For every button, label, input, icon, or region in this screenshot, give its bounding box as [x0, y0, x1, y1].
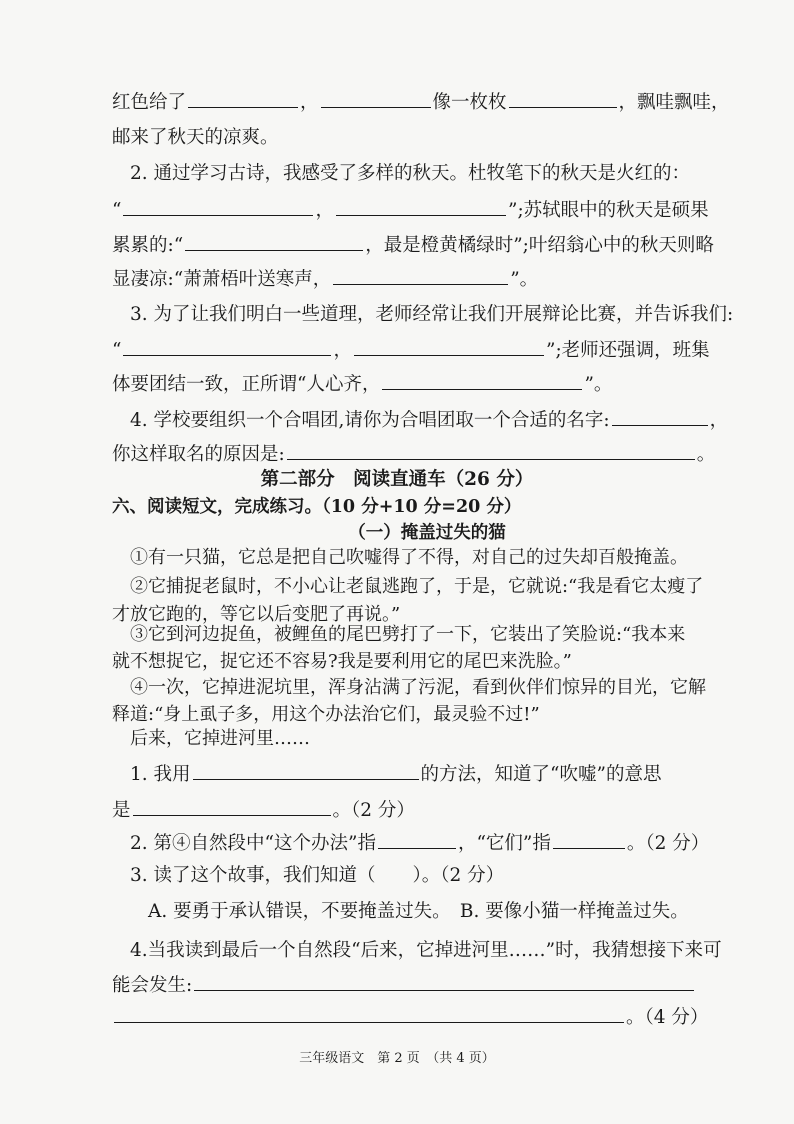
section-6-heading: 六、阅读短文，完成练习。（10 分+10 分=20 分）: [112, 497, 522, 517]
answer-blank[interactable]: [333, 266, 508, 285]
reading-question-2: [130, 830, 709, 856]
answer-blank[interactable]: [382, 371, 582, 390]
answer-blank[interactable]: [612, 407, 708, 426]
story-paragraph-5: 后来，它掉进河里……: [130, 728, 310, 749]
text: 2. 第④自然段中“这个办法”指: [130, 833, 376, 854]
text: 。: [696, 444, 716, 465]
text: 的方法，知道了“吹嘘”的意思: [420, 764, 662, 785]
story-paragraph-1: ①有一只猫，它总是把自己吹嘘得了不得，对自己的过失却百般掩盖。: [130, 547, 688, 568]
question-3-line2: [112, 337, 710, 363]
story-paragraph-2: ②它捕捉老鼠时，不小心让老鼠逃跑了，于是，它就说:“我是看它太瘦了: [130, 576, 704, 597]
line-autumn-red: [112, 89, 730, 115]
text: “: [112, 200, 122, 221]
text: ，最是橙黄橘绿时”;叶绍翁心中的秋天则略: [365, 235, 714, 256]
answer-blank[interactable]: [133, 797, 331, 816]
text: 。（2 分）: [626, 833, 710, 854]
reading-question-4-line2: [112, 972, 696, 998]
question-4-line1: [130, 407, 728, 433]
story-paragraph-3: ③它到河边捉鱼，被鲤鱼的尾巴劈打了一下，它装出了笑脸说:“我本来: [130, 624, 686, 645]
story-title: （一）掩盖过失的猫: [348, 523, 506, 543]
text: 显凄凉:“萧萧梧叶送寒声，: [112, 269, 332, 290]
answer-blank[interactable]: [321, 89, 431, 108]
text: 像一枚枚: [432, 92, 507, 113]
question-3-line3: [112, 371, 612, 397]
text: 是: [112, 800, 131, 821]
answer-blank[interactable]: [553, 830, 625, 849]
page-footer: 三年级语文 第 2 页 （共 4 页）: [299, 1051, 495, 1066]
answer-blank[interactable]: [378, 830, 456, 849]
reading-question-4-line3: [112, 1004, 708, 1030]
text: “: [112, 340, 122, 361]
answer-blank[interactable]: [114, 1004, 624, 1023]
story-paragraph-3-cont: 就不想捉它，捉它还不容易?我是要利用它的尾巴来洗脸。”: [112, 651, 572, 672]
text: 你这样取名的原因是:: [112, 444, 285, 465]
answer-blank[interactable]: [354, 337, 544, 356]
text: 红色给了: [112, 92, 187, 113]
question-4-line2: [112, 441, 715, 467]
answer-blank[interactable]: [123, 197, 313, 216]
text: 。（2 分）: [332, 800, 415, 821]
text: 能会发生:: [112, 975, 193, 996]
answer-blank[interactable]: [185, 232, 363, 251]
reading-question-3: 3. 读了这个故事，我们知道（ ）。（2 分）: [130, 865, 505, 886]
text: ，“它们”指: [457, 833, 551, 854]
text: ”;苏轼眼中的秋天是硕果: [507, 200, 709, 221]
answer-blank[interactable]: [123, 337, 331, 356]
story-paragraph-2-cont: 才放它跑的，等它以后变肥了再说。”: [112, 604, 401, 625]
reading-question-3-options[interactable]: A. 要勇于承认错误，不要掩盖过失。 B. 要像小猫一样掩盖过失。: [148, 901, 689, 922]
text: ”。: [584, 374, 613, 395]
text: 1. 我用: [130, 764, 191, 785]
text: ”。: [510, 269, 539, 290]
text: ，飘哇飘哇，: [618, 92, 730, 113]
reading-question-1: [130, 761, 661, 787]
question-2-line4: [112, 266, 538, 292]
question-2-intro: 2. 通过学习古诗，我感受了多样的秋天。杜牧笔下的秋天是火红的：: [130, 163, 691, 184]
question-2-line3: [112, 232, 714, 258]
answer-blank[interactable]: [188, 89, 298, 108]
text: 。（4 分）: [626, 1007, 709, 1028]
answer-blank[interactable]: [336, 197, 506, 216]
text: 体要团结一致，正所谓“人心齐，: [112, 374, 381, 395]
story-paragraph-4-cont: 释道:“身上虱子多，用这个办法治它们，最灵验不过!”: [112, 704, 540, 725]
answer-blank[interactable]: [509, 89, 617, 108]
text: ，: [333, 340, 352, 361]
part-2-title: 第二部分 阅读直通车（26 分）: [260, 469, 534, 490]
reading-question-4: 4.当我读到最后一个自然段“后来，它掉进河里……”时，我猜想接下来可: [130, 940, 722, 961]
line-autumn-cool: 邮来了秋天的凉爽。: [112, 127, 279, 148]
answer-blank[interactable]: [194, 972, 694, 991]
text: 4. 学校要组织一个合唱团,请你为合唱团取一个合适的名字:: [130, 410, 610, 431]
text: ，: [709, 410, 729, 431]
question-2-line2: [112, 197, 709, 223]
answer-blank[interactable]: [193, 761, 419, 780]
answer-blank[interactable]: [287, 441, 695, 460]
question-3-intro: 3. 为了让我们明白一些道理，老师经常让我们开展辩论比赛，并告诉我们:: [130, 304, 734, 325]
text: 累累的:“: [112, 235, 184, 256]
text: ，: [315, 200, 334, 221]
text: ，: [300, 92, 319, 113]
text: ”;老师还强调，班集: [545, 340, 710, 361]
reading-question-1-cont: [112, 797, 415, 823]
story-paragraph-4: ④一次，它掉进泥坑里，浑身沾满了污泥，看到伙伴们惊异的目光，它解: [130, 677, 706, 698]
